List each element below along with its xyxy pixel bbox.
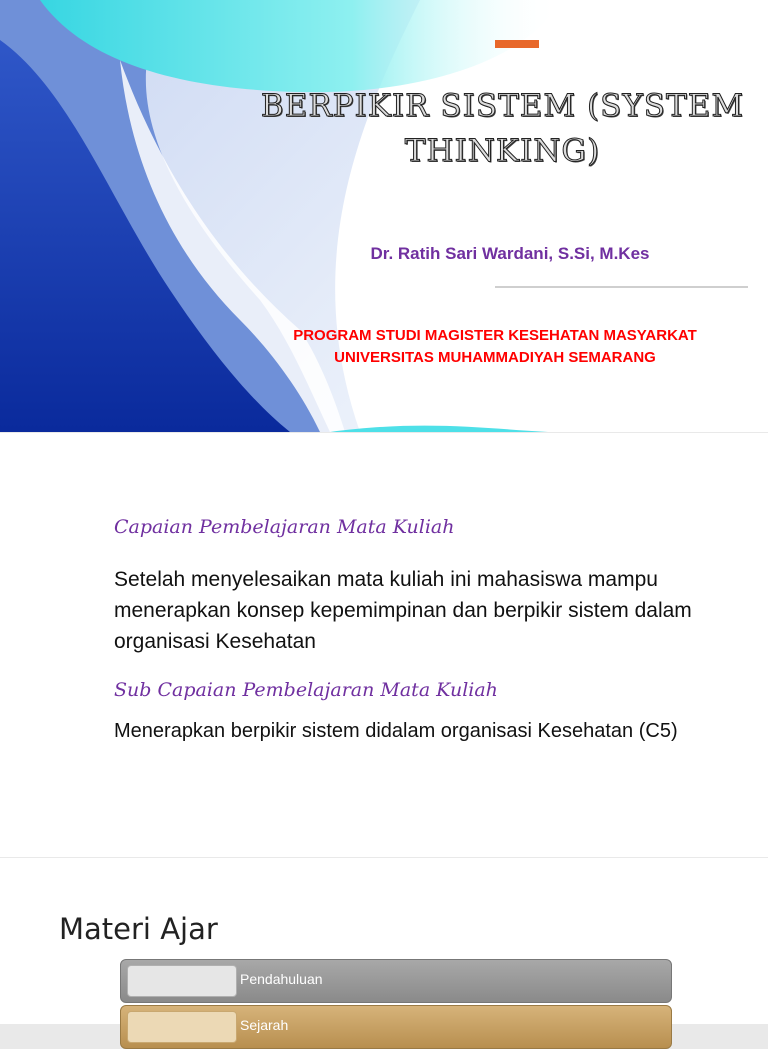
program-info <box>270 325 720 369</box>
topic-label: Pendahuluan <box>240 971 323 987</box>
cp-text: Setelah menyelesaikan mata kuliah ini mahasiswa mampu menerapkan konsep kepemimpinan dan berpikir sistem dalam organisasi Kesehatan <box>114 568 692 653</box>
divider-line <box>495 286 748 288</box>
sub-cp-text: Menerapkan berpikir sistem didalam organisasi Kesehatan (C5) <box>114 720 678 742</box>
slide-title: BERPIKIR SISTEM (SYSTEM THINKING) <box>260 88 745 169</box>
topic-box <box>127 965 237 997</box>
program-line-1: PROGRAM STUDI MAGISTER KESEHATAN MASYARKAT <box>293 327 697 344</box>
objectives-slide <box>0 433 768 857</box>
materials-title: Materi Ajar <box>59 912 218 946</box>
accent-bar <box>495 40 539 48</box>
topic-box <box>127 1011 237 1043</box>
sub-cp-heading: Sub Capaian Pembelajaran Mata Kuliah <box>114 679 498 701</box>
author-name: Dr. Ratih Sari Wardani, S.Si, M.Kes <box>370 244 650 263</box>
title-slide <box>0 0 768 432</box>
materials-slide <box>0 858 768 1033</box>
topic-item <box>120 1005 672 1049</box>
topic-label: Sejarah <box>240 1017 289 1033</box>
cp-heading: Capaian Pembelajaran Mata Kuliah <box>114 516 455 538</box>
topic-item <box>120 959 672 1003</box>
program-line-2: UNIVERSITAS MUHAMMADIYAH SEMARANG <box>334 349 656 366</box>
